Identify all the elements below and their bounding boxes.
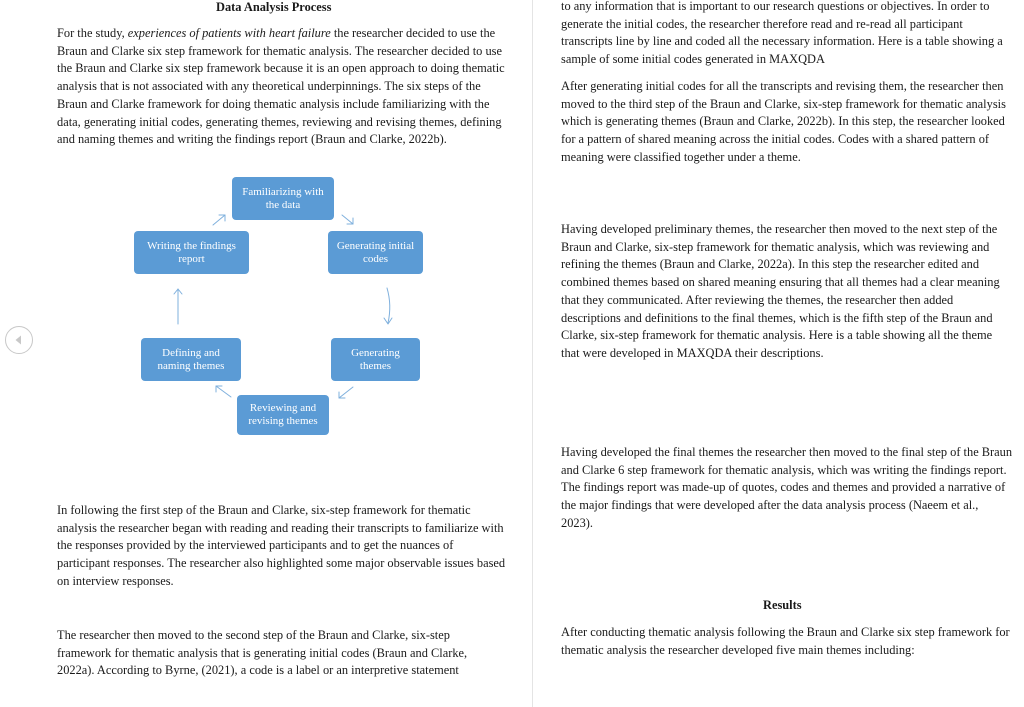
results-heading: Results — [763, 598, 802, 612]
step4-paragraph: Having developed preliminary themes, the researcher then moved to the next step of the Braun and Clarke, six-step framework for thematic analysis, which was reviewing and refining the themes (Braun and Clarke, 2022a). In this step the researcher edited and combined themes based on shared meaning ensuring that all themes had a clear meaning that they communicated. After reviewing the themes, the researcher then added descriptions and definitions to the final themes, which is the fifth step of the Braun and Clarke, six-step framework for thematic analysis. Here is a table showing all the theme that were developed in MAXQDA their descriptions. — [561, 222, 1000, 360]
step-generating-themes-box: Generating themes — [331, 338, 420, 381]
arrow-1-to-2-icon — [342, 215, 353, 224]
results-paragraph: After conducting thematic analysis following the Braun and Clarke six step framework for thematic analysis the researcher developed five main themes including: — [561, 625, 1010, 657]
step1-paragraph: In following the first step of the Braun and Clarke, six-step framework for thematic analysis the researcher began with reading and reading their transcripts to familiarize with the responses provided by the interviewed participants and to get the nuances of participant responses. The researcher also highlighted some major observable issues based on interview responses. — [57, 503, 506, 588]
arrow-4-to-5-icon — [216, 386, 231, 397]
step-writing-report-box: Writing the findings report — [134, 231, 249, 274]
chevron-left-icon — [13, 334, 25, 346]
step3-paragraph: After generating initial codes for all the transcripts and revising them, the researcher then moved to the third step of the Braun and Clarke, six-step framework for thematic analysis which is generating themes (Braun and Clarke, 2022b). In this step, the researcher looked for a pattern of shared meaning across the initial codes. Codes with a shared pattern of meaning were classified together under a theme. — [561, 79, 1006, 164]
right-page — [533, 0, 1024, 707]
step-generating-codes-box: Generating initial codes — [328, 231, 423, 274]
step6-paragraph: Having developed the final themes the researcher then moved to the final step of the Braun and Clarke 6 step framework for thematic analysis, which was writing the findings report. The findings report was made-up of quotes, codes and themes and provided a narrative of the major findings that were developed after the data analysis process (Naeem et al., 2023). — [561, 445, 1013, 530]
section-heading-data-analysis: Data Analysis Process — [216, 0, 332, 14]
arrow-6-to-1-icon — [213, 215, 225, 225]
step2-paragraph: The researcher then moved to the second step of the Braun and Clarke, six-step framework for thematic analysis that is generating initial codes (Braun and Clarke, 2022a). According to Byrne, (2021), a code is a label or an interpretive statement — [57, 628, 468, 678]
arrow-2-to-3-icon — [384, 288, 392, 324]
intro-paragraph: For the study, experiences of patients with heart failure the researcher decided to use the Braun and Clarke six step framework for thematic analysis. The researcher decided to use the Braun and Clarke six step framework because it is an open approach to doing thematic analysis that is not associated with any theoretical underpinnings. The six steps of the Braun and Clarke framework for doing thematic analysis include familiarizing with the data, generating initial codes, generating themes, reviewing and revising themes, defining and naming themes and writing the findings report (Braun and Clarke, 2022b). — [57, 26, 505, 147]
step-familiarizing-box: Familiarizing with the data — [232, 177, 334, 220]
study-title-italic: experiences of patients with heart failure — [127, 26, 331, 40]
arrow-5-to-6-icon — [174, 289, 182, 324]
step-defining-themes-box: Defining and naming themes — [141, 338, 241, 381]
arrow-3-to-4-icon — [339, 387, 353, 398]
step-reviewing-themes-box: Reviewing and revising themes — [237, 395, 329, 435]
previous-page-button[interactable] — [5, 326, 33, 354]
codes-continuation-paragraph: to any information that is important to our research questions or objectives. In order to generate the initial codes, the researcher therefore read and re-read all participant transcripts line by line and coded all the necessary information. Here is a table showing a sample of some initial codes generated in MAXQDA — [561, 0, 1003, 67]
